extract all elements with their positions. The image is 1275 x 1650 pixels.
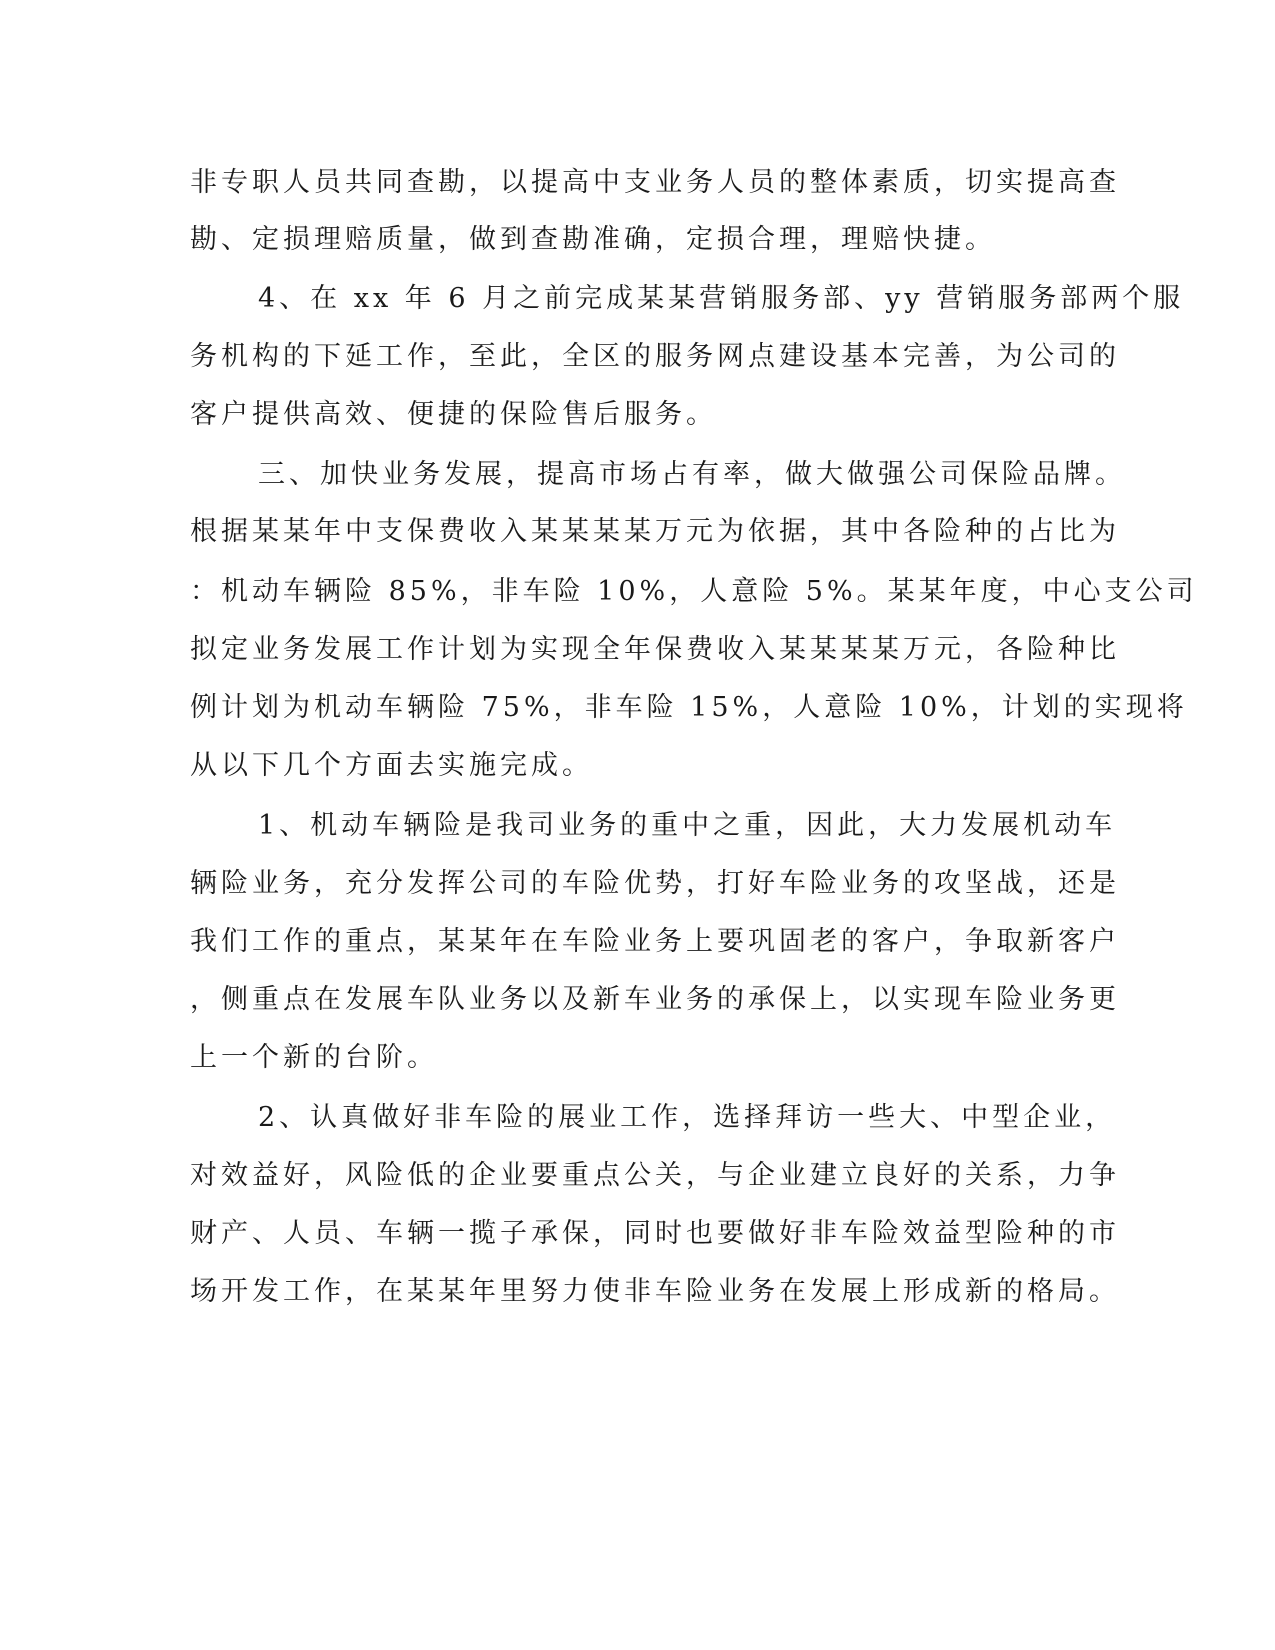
text-line: 客户提供高效、便捷的保险售后服务。 <box>190 399 717 430</box>
text-line: 上一个新的台阶。 <box>190 1042 438 1073</box>
text-line: 辆险业务，充分发挥公司的车险优势，打好车险业务的攻坚战，还是 <box>190 868 1120 899</box>
text-line: ，侧重点在发展车队业务以及新车业务的承保上，以实现车险业务更 <box>190 984 1120 1015</box>
paragraph-item-2-line: 2、认真做好非车险的展业工作，选择拜访一些大、中型企业， <box>258 1102 1117 1133</box>
text-line: 我们工作的重点，某某年在车险业务上要巩固老的客户，争取新客户 <box>190 926 1120 957</box>
text-line: 例计划为机动车辆险 75%，非车险 15%，人意险 10%，计划的实现将 <box>190 692 1188 723</box>
paragraph-item-1-line: 1、机动车辆险是我司业务的重中之重，因此，大力发展机动车 <box>258 810 1117 841</box>
section-heading-3: 三、加快业务发展，提高市场占有率，做大做强公司保险品牌。 <box>258 459 1126 490</box>
text-line: 勘、定损理赔质量，做到查勘准确，定损合理，理赔快捷。 <box>190 224 996 255</box>
text-line: 非专职人员共同查勘，以提高中支业务人员的整体素质，切实提高查 <box>190 167 1120 198</box>
text-line: ：机动车辆险 85%，非车险 10%，人意险 5%。某某年度，中心支公司 <box>190 576 1198 607</box>
text-line: 对效益好，风险低的企业要重点公关，与企业建立良好的关系，力争 <box>190 1160 1120 1191</box>
text-line: 务机构的下延工作，至此，全区的服务网点建设基本完善，为公司的 <box>190 341 1120 372</box>
paragraph-item-4-line: 4、在 xx 年 6 月之前完成某某营销服务部、yy 营销服务部两个服 <box>258 283 1185 314</box>
text-line: 从以下几个方面去实施完成。 <box>190 750 593 781</box>
text-line: 拟定业务发展工作计划为实现全年保费收入某某某某万元，各险种比 <box>190 634 1120 665</box>
text-line: 财产、人员、车辆一揽子承保，同时也要做好非车险效益型险种的市 <box>190 1218 1120 1249</box>
text-line: 场开发工作，在某某年里努力使非车险业务在发展上形成新的格局。 <box>190 1276 1120 1307</box>
text-line: 根据某某年中支保费收入某某某某万元为依据，其中各险种的占比为 <box>190 516 1120 547</box>
